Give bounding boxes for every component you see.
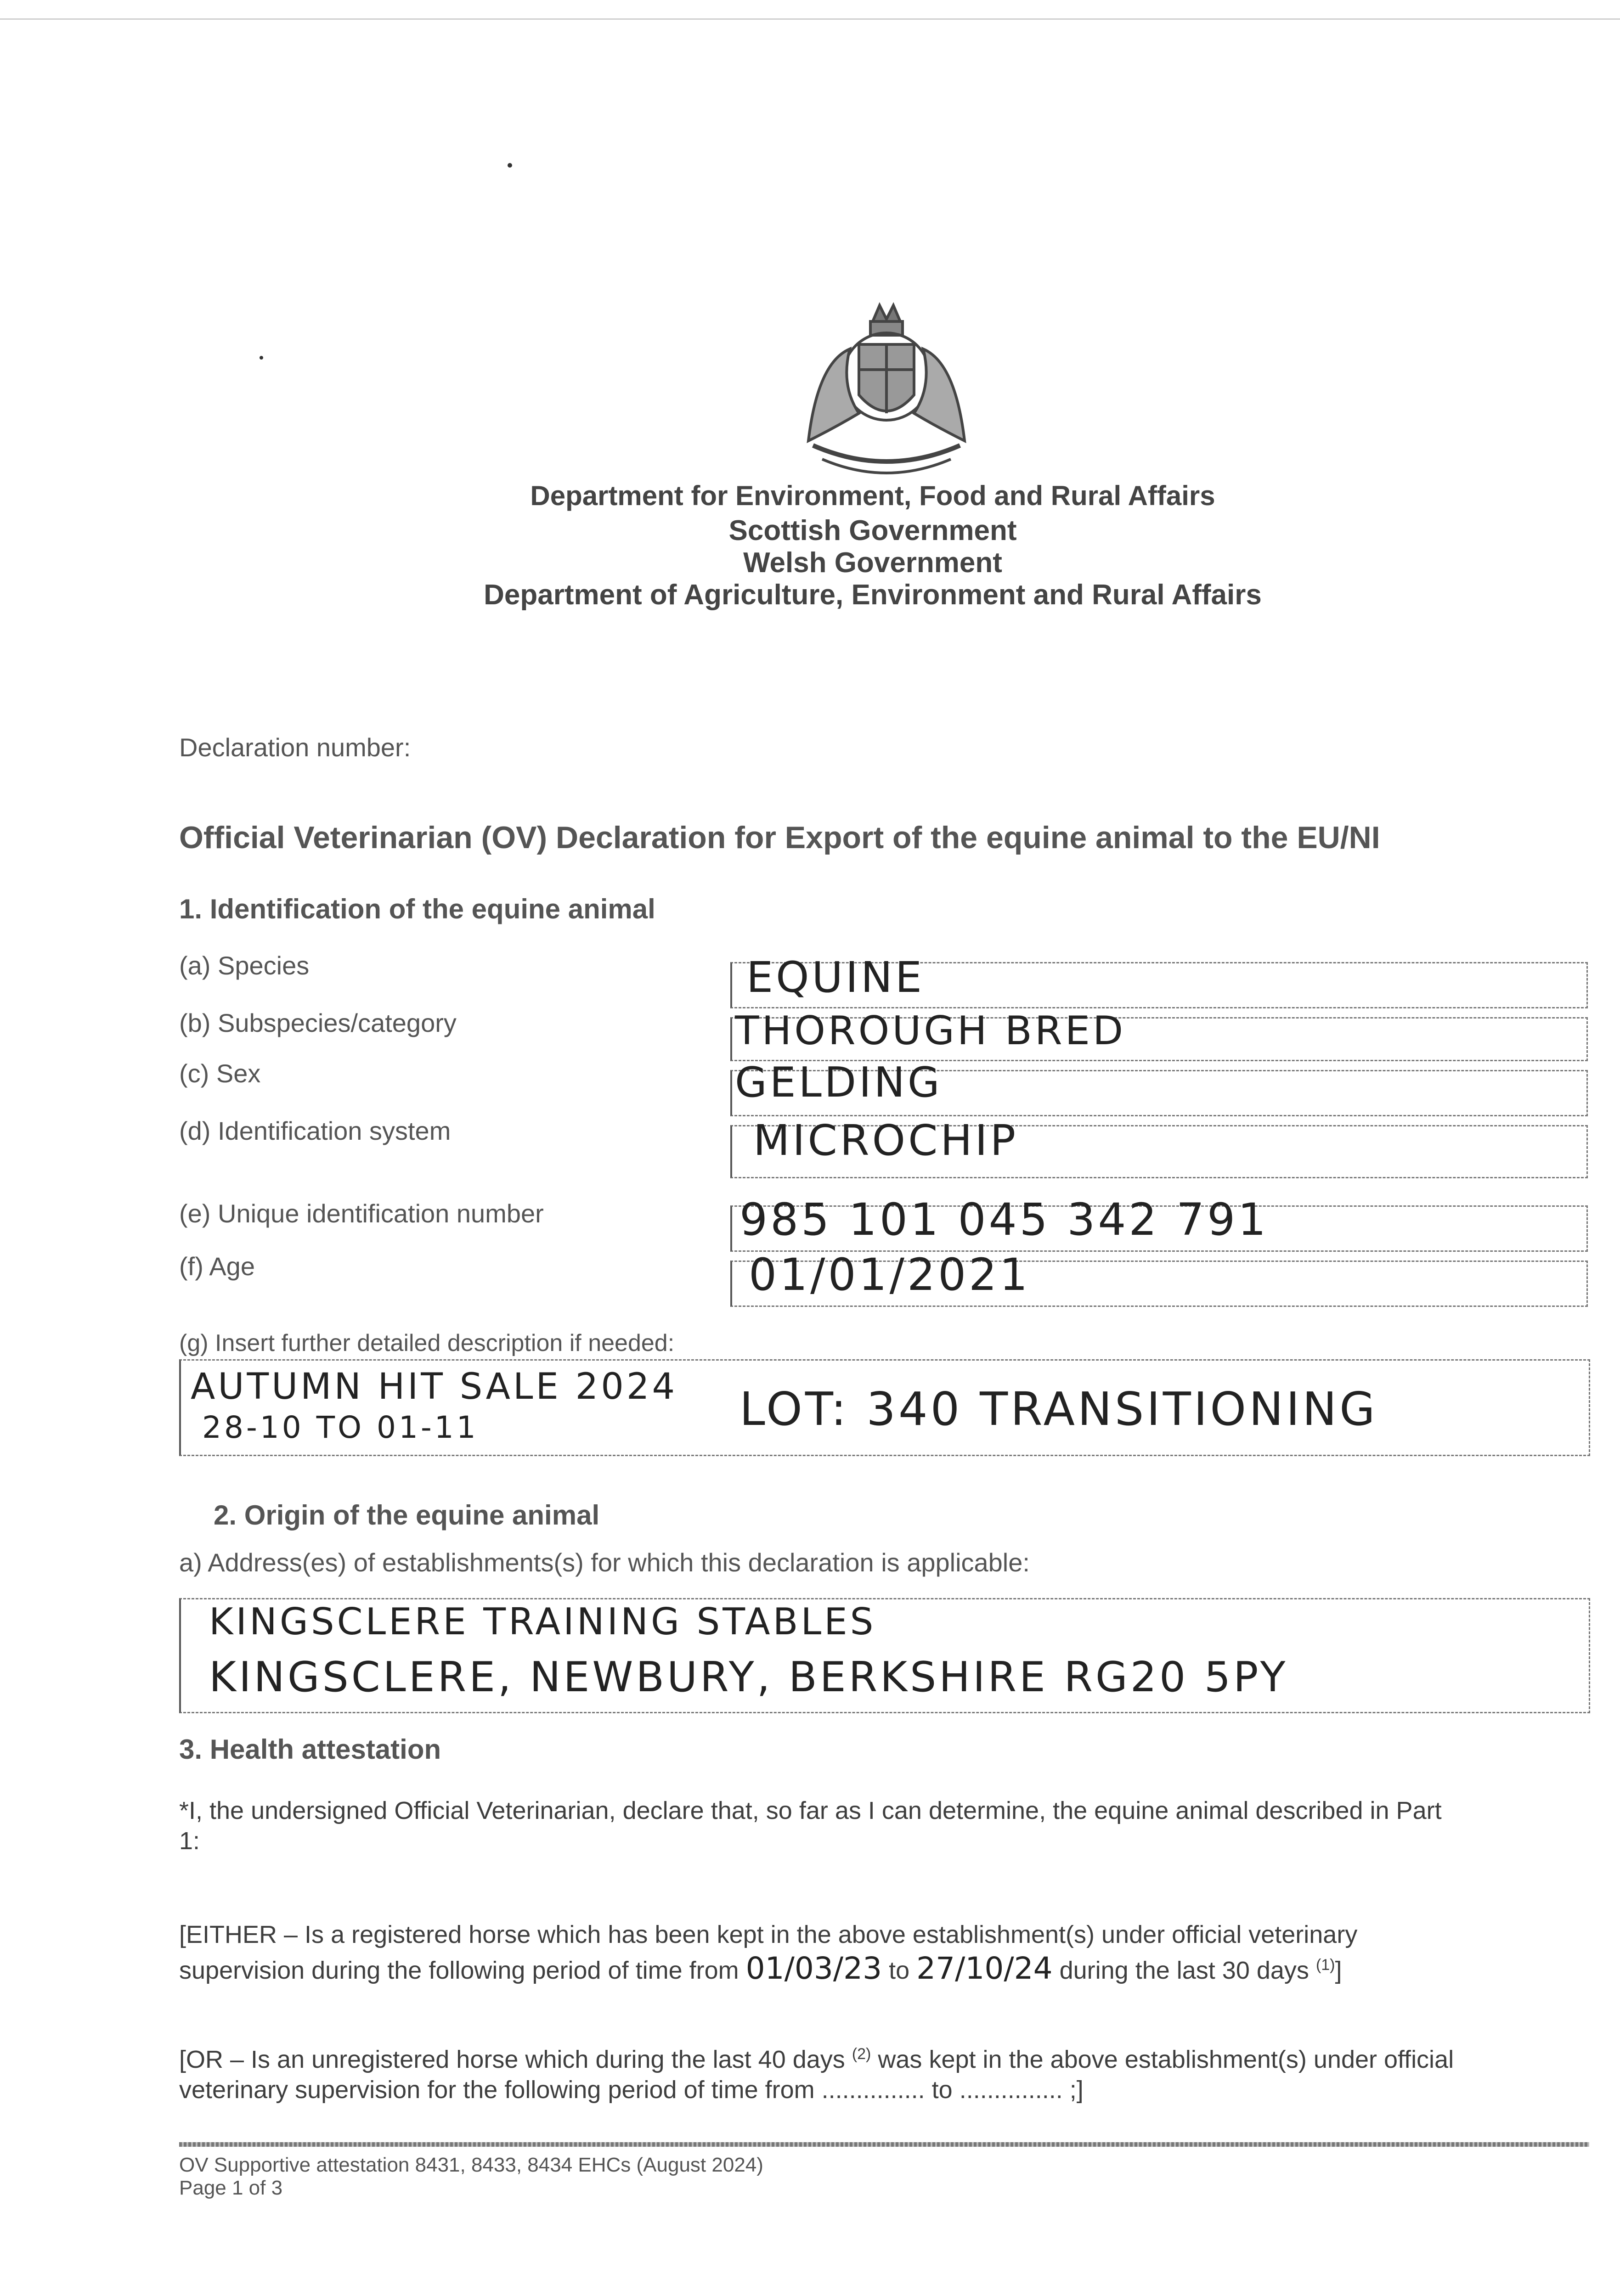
either-line bbox=[179, 1950, 1594, 1986]
subspecies-label: (b) Subspecies/category bbox=[179, 1008, 457, 1037]
unique-id-value: 985 101 045 342 791 bbox=[739, 1194, 1269, 1245]
from-date-value[interactable]: 01/03/23 bbox=[745, 1951, 882, 1986]
scan-speck bbox=[508, 163, 512, 168]
or-text: was kept in the above establishment(s) under official bbox=[878, 2046, 1454, 2073]
form-title: Official Veterinarian (OV) Declaration for Export of the equine animal to the EU/NI bbox=[179, 820, 1380, 855]
address-line2: KINGSCLERE, NEWBURY, BERKSHIRE RG20 5PY bbox=[209, 1653, 1288, 1701]
address-line1: KINGSCLERE TRAINING STABLES bbox=[209, 1600, 876, 1643]
department-name: Department for Environment, Food and Rural Affairs bbox=[530, 480, 1215, 511]
further-description-line2: 28-10 TO 01-11 bbox=[202, 1410, 479, 1445]
page-number: Page 1 of 3 bbox=[179, 2177, 283, 2199]
section-3-heading: 3. Health attestation bbox=[179, 1734, 441, 1765]
footnote-ref: (2) bbox=[852, 2045, 871, 2063]
department-name: Department of Agriculture, Environment and Rural Affairs bbox=[484, 579, 1262, 611]
identification-system-label: (d) Identification system bbox=[179, 1116, 451, 1145]
subspecies-value: THOROUGH BRED bbox=[735, 1008, 1126, 1054]
declaration-number-label: Declaration number: bbox=[179, 733, 411, 762]
scan-edge-top bbox=[0, 18, 1620, 20]
or-line bbox=[179, 2039, 1594, 2075]
footer-attestation: OV Supportive attestation 8431, 8433, 8434 EHCs (August 2024) bbox=[179, 2154, 763, 2176]
unique-id-label: (e) Unique identification number bbox=[179, 1199, 544, 1228]
intro-line: 1: bbox=[179, 1827, 200, 1855]
section-2-heading: 2. Origin of the equine animal bbox=[214, 1500, 600, 1531]
intro-line: *I, the undersigned Official Veterinarian, declare that, so far as I can determine, the equine animal described in Part bbox=[179, 1797, 1442, 1824]
further-description-line1: AUTUMN HIT SALE 2024 bbox=[191, 1366, 678, 1407]
either-text: ] bbox=[1335, 1957, 1342, 1984]
either-text: supervision during the following period of time from bbox=[179, 1957, 739, 1984]
age-label: (f) Age bbox=[179, 1252, 255, 1281]
either-line: [EITHER – Is a registered horse which has been kept in the above establishment(s) under official veterinary bbox=[179, 1921, 1358, 1948]
or-clause bbox=[179, 2039, 1594, 2105]
department-name: Scottish Government bbox=[728, 515, 1017, 546]
to-date-value[interactable]: 27/10/24 bbox=[916, 1951, 1053, 1986]
scan-speck bbox=[260, 356, 263, 360]
royal-crest-icon bbox=[781, 294, 992, 487]
species-value: EQUINE bbox=[746, 953, 925, 1002]
footnote-ref: (1) bbox=[1315, 1956, 1335, 1974]
department-name: Welsh Government bbox=[743, 547, 1002, 579]
section-1-heading: 1. Identification of the equine animal bbox=[179, 894, 655, 924]
address-label: a) Address(es) of establishments(s) for which this declaration is applicable: bbox=[179, 1548, 1030, 1577]
either-text: during the last 30 days bbox=[1059, 1957, 1309, 1984]
sex-value: GELDING bbox=[735, 1058, 943, 1107]
either-text: to bbox=[889, 1957, 910, 1984]
sex-label: (c) Sex bbox=[179, 1059, 261, 1088]
identification-system-value: MICROCHIP bbox=[753, 1116, 1019, 1165]
or-line: veterinary supervision for the following period of time from ............... to ............... ;] bbox=[179, 2076, 1084, 2104]
either-clause bbox=[179, 1919, 1594, 1986]
health-attestation-intro bbox=[179, 1795, 1594, 1856]
lot-number: LOT: 340 TRANSITIONING bbox=[739, 1382, 1378, 1436]
further-description-label: (g) Insert further detailed description if needed: bbox=[179, 1330, 675, 1356]
or-text: [OR – Is an unregistered horse which during the last 40 days bbox=[179, 2046, 845, 2073]
species-label: (a) Species bbox=[179, 951, 310, 980]
age-value: 01/01/2021 bbox=[749, 1249, 1031, 1300]
footer-divider bbox=[179, 2142, 1589, 2147]
